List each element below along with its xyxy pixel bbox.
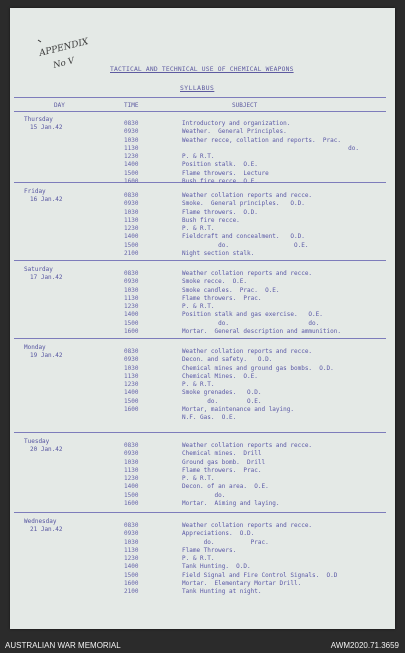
time-slot: 1030: [124, 458, 139, 466]
day-label: [24, 344, 63, 360]
subject-entry: do. Prac.: [182, 538, 269, 546]
day-separator-rule: [14, 260, 386, 261]
column-header-subject: SUBJECT: [232, 102, 258, 109]
day-separator-rule: [14, 432, 386, 433]
time-slot: 0930: [124, 356, 139, 364]
time-slot: 0930: [124, 530, 139, 538]
time-slot: 1030: [124, 136, 139, 144]
subject-entry: Weather collation reports and recce.: [182, 522, 313, 529]
time-column: [124, 442, 138, 508]
handwritten-annotation: [34, 36, 96, 76]
subject-entry: Position stalk. O.E.: [182, 161, 258, 169]
subject-entry: Field Signal and Fire Control Signals. O.D: [182, 571, 338, 579]
subject-entry: Tank Hunting at night.: [182, 588, 262, 596]
time-slot: 1130: [124, 294, 139, 302]
time-slot: 1500: [124, 169, 139, 177]
subject-entry: N.F. Gas. O.E.: [182, 414, 237, 422]
time-column: [124, 348, 138, 414]
time-slot: 1600: [124, 328, 139, 336]
day-label: [24, 518, 63, 534]
subject-entry: Decon. and safety. O.D.: [182, 356, 273, 364]
subject-entry: Weather. General Principles.: [182, 128, 287, 136]
time-slot: 0930: [124, 450, 139, 458]
subject-column: [182, 120, 388, 186]
subject-entry: P. & R.T.: [182, 225, 215, 233]
subject-entry: Mortar. General description and ammunition.: [182, 328, 341, 336]
day-label: [24, 438, 63, 454]
subject-entry: Position stalk and gas exercise. O.E.: [182, 311, 323, 319]
time-slot: 1400: [124, 161, 139, 169]
header-rule-top: [14, 97, 386, 98]
time-column: [124, 522, 138, 597]
time-slot: 0930: [124, 278, 139, 286]
subject-column: [182, 348, 388, 423]
subject-entry: Smoke grenades. O.D.: [182, 389, 262, 397]
day-name: Monday: [24, 344, 46, 351]
day-date: 16 Jan.42: [30, 196, 63, 203]
document-title: TACTICAL AND TECHNICAL USE OF CHEMICAL WEAPONS: [110, 66, 294, 73]
document-page: [10, 8, 395, 629]
day-label: [24, 188, 63, 204]
subject-entry: do.: [182, 491, 226, 499]
column-header-day: DAY: [54, 102, 65, 109]
time-slot: 1230: [124, 555, 139, 563]
time-slot: 0930: [124, 200, 139, 208]
subject-entry: Smoke candles. Prac. O.E.: [182, 286, 280, 294]
day-separator-rule: [14, 338, 386, 339]
subject-entry: Ground gas bomb. Drill: [182, 458, 266, 466]
subject-entry: Chemical mines. Drill: [182, 450, 262, 458]
time-slot: 0830: [124, 270, 139, 277]
time-slot: 0830: [124, 120, 139, 127]
time-slot: 1230: [124, 225, 139, 233]
time-slot: 1130: [124, 216, 139, 224]
time-slot: 1600: [124, 500, 139, 508]
subject-entry: P. & R.T.: [182, 555, 215, 563]
subject-column: [182, 270, 388, 336]
time-slot: 1130: [124, 372, 139, 380]
time-slot: 1230: [124, 475, 139, 483]
subject-entry: Night section stalk.: [182, 250, 255, 258]
subject-entry: do. O.E.: [182, 397, 262, 405]
time-slot: 1130: [124, 144, 139, 152]
handwriting-line-2: No V: [52, 56, 76, 71]
time-column: [124, 270, 138, 336]
subject-entry: Chemical mines and ground gas bombs. O.D.: [182, 364, 334, 372]
time-slot: 0930: [124, 128, 139, 136]
time-slot: 1130: [124, 466, 139, 474]
subject-entry: Flame throwers. Prac.: [182, 466, 262, 474]
subject-entry: P. & R.T.: [182, 381, 215, 389]
subject-entry: Mortar, maintenance and laying.: [182, 406, 294, 414]
subject-entry: Appreciations. O.D.: [182, 530, 255, 538]
time-slot: 1030: [124, 364, 139, 372]
time-slot: 1230: [124, 153, 139, 161]
time-column: [124, 120, 138, 186]
subject-entry: P. & R.T.: [182, 475, 215, 483]
day-name: Friday: [24, 188, 46, 195]
day-separator-rule: [14, 512, 386, 513]
time-slot: 2100: [124, 588, 139, 596]
time-slot: 1600: [124, 406, 139, 414]
time-slot: 1030: [124, 538, 139, 546]
subject-entry: Chemical Mines. O.E.: [182, 372, 258, 380]
time-slot: 1030: [124, 286, 139, 294]
time-slot: 2100: [124, 250, 139, 258]
time-slot: 1500: [124, 397, 139, 405]
subject-column: [182, 522, 388, 597]
time-slot: 0830: [124, 192, 139, 199]
time-slot: 1030: [124, 208, 139, 216]
subject-entry: Decon. of an area. O.E.: [182, 483, 269, 491]
subject-entry: Smoke. General principles. O.D.: [182, 200, 305, 208]
time-slot: 1500: [124, 241, 139, 249]
day-date: 19 Jan.42: [30, 352, 63, 359]
time-slot: 0830: [124, 522, 139, 529]
time-slot: 1400: [124, 563, 139, 571]
time-slot: 0830: [124, 442, 139, 449]
day-date: 17 Jan.42: [30, 274, 63, 281]
time-slot: 1230: [124, 381, 139, 389]
subject-entry: do. O.E.: [182, 241, 309, 249]
subject-entry: Weather collation reports and recce.: [182, 348, 313, 355]
subject-entry: P. & R.T.: [182, 303, 215, 311]
subject-column: [182, 192, 388, 258]
time-slot: 1500: [124, 319, 139, 327]
footer-institution: AUSTRALIAN WAR MEMORIAL: [5, 641, 121, 650]
day-name: Wednesday: [24, 518, 57, 525]
header-rule-bottom: [14, 111, 386, 112]
time-slot: 1130: [124, 546, 139, 554]
footer-bar: [0, 636, 405, 653]
subject-entry: Weather collation reports and recce.: [182, 442, 313, 449]
subject-entry: Mortar. Aiming and laying.: [182, 500, 280, 508]
time-column: [124, 192, 138, 258]
time-slot: 1400: [124, 483, 139, 491]
subject-entry: Fieldcraft and concealment. O.D.: [182, 233, 305, 241]
subject-entry: Tank Hunting. O.D.: [182, 563, 251, 571]
day-date: 21 Jan.42: [30, 526, 63, 533]
time-slot: 0830: [124, 348, 139, 355]
day-name: Saturday: [24, 266, 53, 273]
time-slot: 1600: [124, 580, 139, 588]
subject-entry: Introductory and organization.: [182, 120, 291, 127]
day-name: Tuesday: [24, 438, 50, 445]
day-separator-rule: [14, 182, 386, 183]
subject-entry: Weather collation reports and recce.: [182, 192, 313, 199]
time-slot: 1500: [124, 571, 139, 579]
day-date: 15 Jan.42: [30, 124, 63, 131]
time-slot: 1400: [124, 233, 139, 241]
document-subtitle: SYLLABUS: [180, 85, 215, 92]
time-slot: 1400: [124, 389, 139, 397]
time-slot: 1500: [124, 491, 139, 499]
subject-entry: Smoke recce. O.E.: [182, 278, 248, 286]
subject-entry: Mortar. Elementary Mortar Drill.: [182, 580, 302, 588]
column-header-time: TIME: [124, 102, 139, 109]
subject-entry: Bush fire recce.: [182, 216, 240, 224]
subject-entry: Flame Throwers.: [182, 546, 237, 554]
time-slot: 1400: [124, 311, 139, 319]
subject-entry: Weather recce, collation and reports. Prac.: [182, 136, 341, 144]
subject-entry: Flame throwers. Prac.: [182, 294, 262, 302]
time-slot: 1230: [124, 303, 139, 311]
subject-entry: do.: [182, 144, 360, 152]
day-date: 20 Jan.42: [30, 446, 63, 453]
subject-entry: Flame throwers. Lecture: [182, 169, 269, 177]
footer-accession-number: AWM2020.71.3659: [330, 641, 399, 650]
subject-entry: Weather collation reports and recce.: [182, 270, 313, 277]
subject-entry: do. do.: [182, 319, 320, 327]
day-name: Thursday: [24, 116, 53, 123]
day-label: [24, 116, 63, 132]
subject-entry: P. & R.T.: [182, 153, 215, 161]
subject-column: [182, 442, 388, 508]
subject-entry: Flame throwers. O.D.: [182, 208, 258, 216]
handwriting-line-1: APPENDIX: [38, 37, 90, 59]
day-label: [24, 266, 63, 282]
